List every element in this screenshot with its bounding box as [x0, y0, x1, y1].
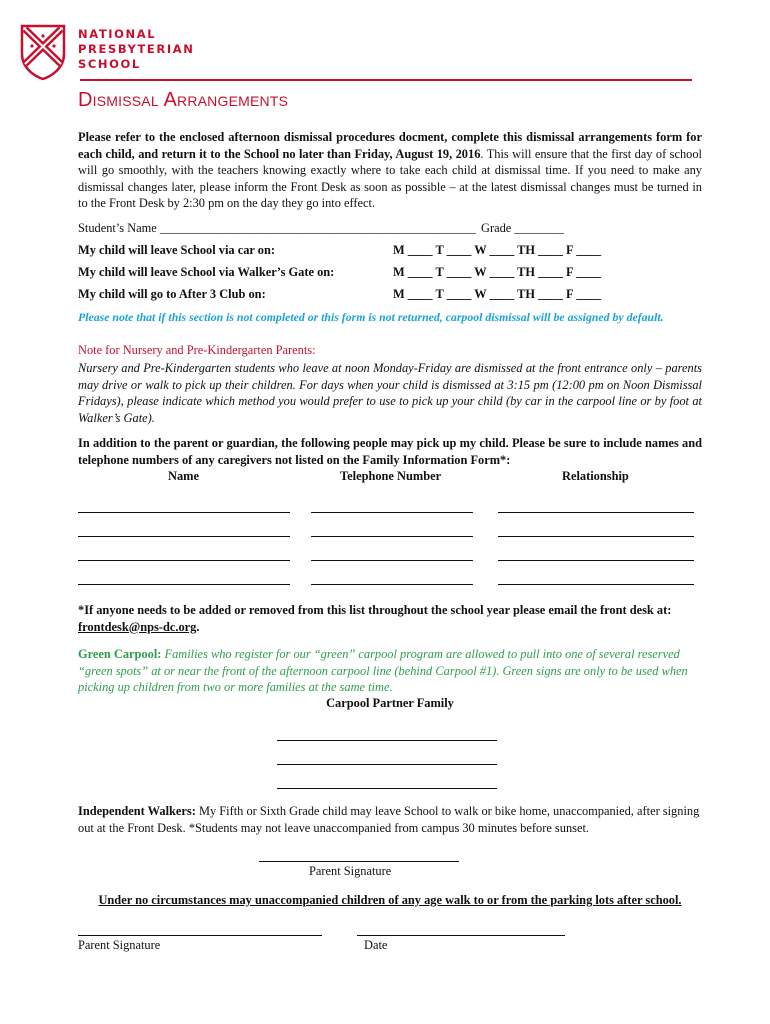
grade-field[interactable]: Grade ________	[481, 221, 564, 235]
carpool-partner-field[interactable]	[277, 764, 497, 765]
carpool-partner-field[interactable]	[277, 740, 497, 741]
column-header-telephone: Telephone Number	[340, 469, 442, 483]
pickup-phone-field[interactable]	[311, 512, 473, 513]
column-header-name: Name	[168, 469, 199, 483]
footnote-text: *If anyone needs to be added or removed from this list throughout the school year please email the front desk at:	[78, 603, 672, 617]
frontdesk-email-link[interactable]: frontdesk@nps-dc.org	[78, 619, 197, 634]
pickup-relationship-field[interactable]	[498, 584, 694, 585]
carpool-partner-field[interactable]	[277, 788, 497, 789]
option-car-days[interactable]: M ____ T ____ W ____ TH ____ F ____	[393, 243, 602, 257]
pickup-phone-field[interactable]	[311, 536, 473, 537]
pickup-name-field[interactable]	[78, 536, 290, 537]
date-label: Date	[364, 938, 388, 952]
walker-parent-signature-field[interactable]	[259, 861, 459, 862]
school-wordmark	[78, 27, 194, 72]
logo-line-2: PRESBYTERIAN	[78, 42, 195, 56]
carpool-partner-heading: Carpool Partner Family	[326, 696, 454, 710]
header-rule	[80, 79, 692, 81]
independent-walkers-body: My Fifth or Sixth Grade child may leave School to walk or bike home, unaccompanied, after signing out at the Front Desk. *Students may not leave unaccompanied from campus 30 minutes before sunset.	[78, 804, 700, 835]
option-car-label: My child will leave School via car on:	[78, 243, 275, 257]
intro-paragraph	[78, 129, 702, 212]
pickup-name-field[interactable]	[78, 584, 290, 585]
option-walkers-gate-days[interactable]: M ____ T ____ W ____ TH ____ F ____	[393, 265, 602, 279]
parking-lot-warning: Under no circumstances may unaccompanied children of any age walk to or from the parking lots after school.	[98, 893, 682, 907]
footnote-end: .	[196, 619, 200, 634]
pickup-name-field[interactable]	[78, 512, 290, 513]
independent-walkers-label: Independent Walkers:	[78, 804, 196, 818]
option-after3-label: My child will go to After 3 Club on:	[78, 287, 266, 301]
logo-line-3: SCHOOL	[78, 57, 141, 71]
student-name-field[interactable]: Student’s Name ___________________________________________________	[78, 221, 476, 235]
intro-bold-text: Please refer to the enclosed afternoon dismissal procedures docment, complete this dismissal arrangements form for each child, and return it to the School no later than Friday, August 19, 2016	[78, 130, 702, 161]
pickup-relationship-field[interactable]	[498, 536, 694, 537]
default-carpool-note: Please note that if this section is not completed or this form is not returned, carpool dismissal will be assigned by default.	[78, 310, 664, 324]
nursery-paragraph: Nursery and Pre-Kindergarten students who leave at noon Monday-Friday are dismissed at the front entrance only – parents may drive or walk to pick up their children. For days when your child is dismissed at 3:15 pm (12:00 pm on Noon Dismissal Fridays), please indicate which method you would prefer to use to pick up your child (by car in the carpool line or by foot at Walker’s Gate).	[78, 361, 702, 425]
pickup-phone-field[interactable]	[311, 584, 473, 585]
pickup-name-field[interactable]	[78, 560, 290, 561]
intro-rest-text: . This will ensure that the first day of school will go smoothly, with the teachers knowing exactly where to take each child at dismissal time. If you need to make any dismissal changes later, please inform the Front Desk as soon as possible – at the latest dismissal changes must be turned in to the Front Desk by 2:30 pm on the day they go into effect.	[78, 146, 702, 210]
date-field[interactable]	[357, 935, 565, 936]
walker-parent-signature-label: Parent Signature	[309, 864, 392, 878]
footnote	[78, 602, 702, 635]
option-walkers-gate-label: My child will leave School via Walker’s Gate on:	[78, 265, 335, 279]
green-carpool-paragraph	[78, 646, 702, 696]
pickup-relationship-field[interactable]	[498, 560, 694, 561]
nursery-heading: Note for Nursery and Pre-Kindergarten Parents:	[78, 343, 316, 357]
page-title: Dismissal Arrangements	[78, 89, 289, 111]
parent-signature-field[interactable]	[78, 935, 322, 936]
school-crest-icon	[20, 24, 66, 80]
pickup-relationship-field[interactable]	[498, 512, 694, 513]
logo-line-1: NATIONAL	[78, 27, 157, 41]
independent-walkers-paragraph	[78, 803, 702, 836]
pickup-intro: In addition to the parent or guardian, the following people may pick up my child. Please be sure to include names and telephone numbers of any caregivers not listed on the Family Information Form*:	[78, 436, 702, 467]
green-carpool-label: Green Carpool:	[78, 647, 162, 661]
option-after3-days[interactable]: M ____ T ____ W ____ TH ____ F ____	[393, 287, 602, 301]
pickup-phone-field[interactable]	[311, 560, 473, 561]
parent-signature-label: Parent Signature	[78, 938, 161, 952]
school-logo	[20, 24, 195, 84]
column-header-relationship: Relationship	[562, 469, 629, 483]
green-carpool-body: Families who register for our “green” carpool program are allowed to pull into one of several reserved “green spots” at or near the front of the afternoon carpool line (behind Carpool #1). Green signs are only to be used when picking up children from two or more families at the same time.	[78, 647, 688, 694]
